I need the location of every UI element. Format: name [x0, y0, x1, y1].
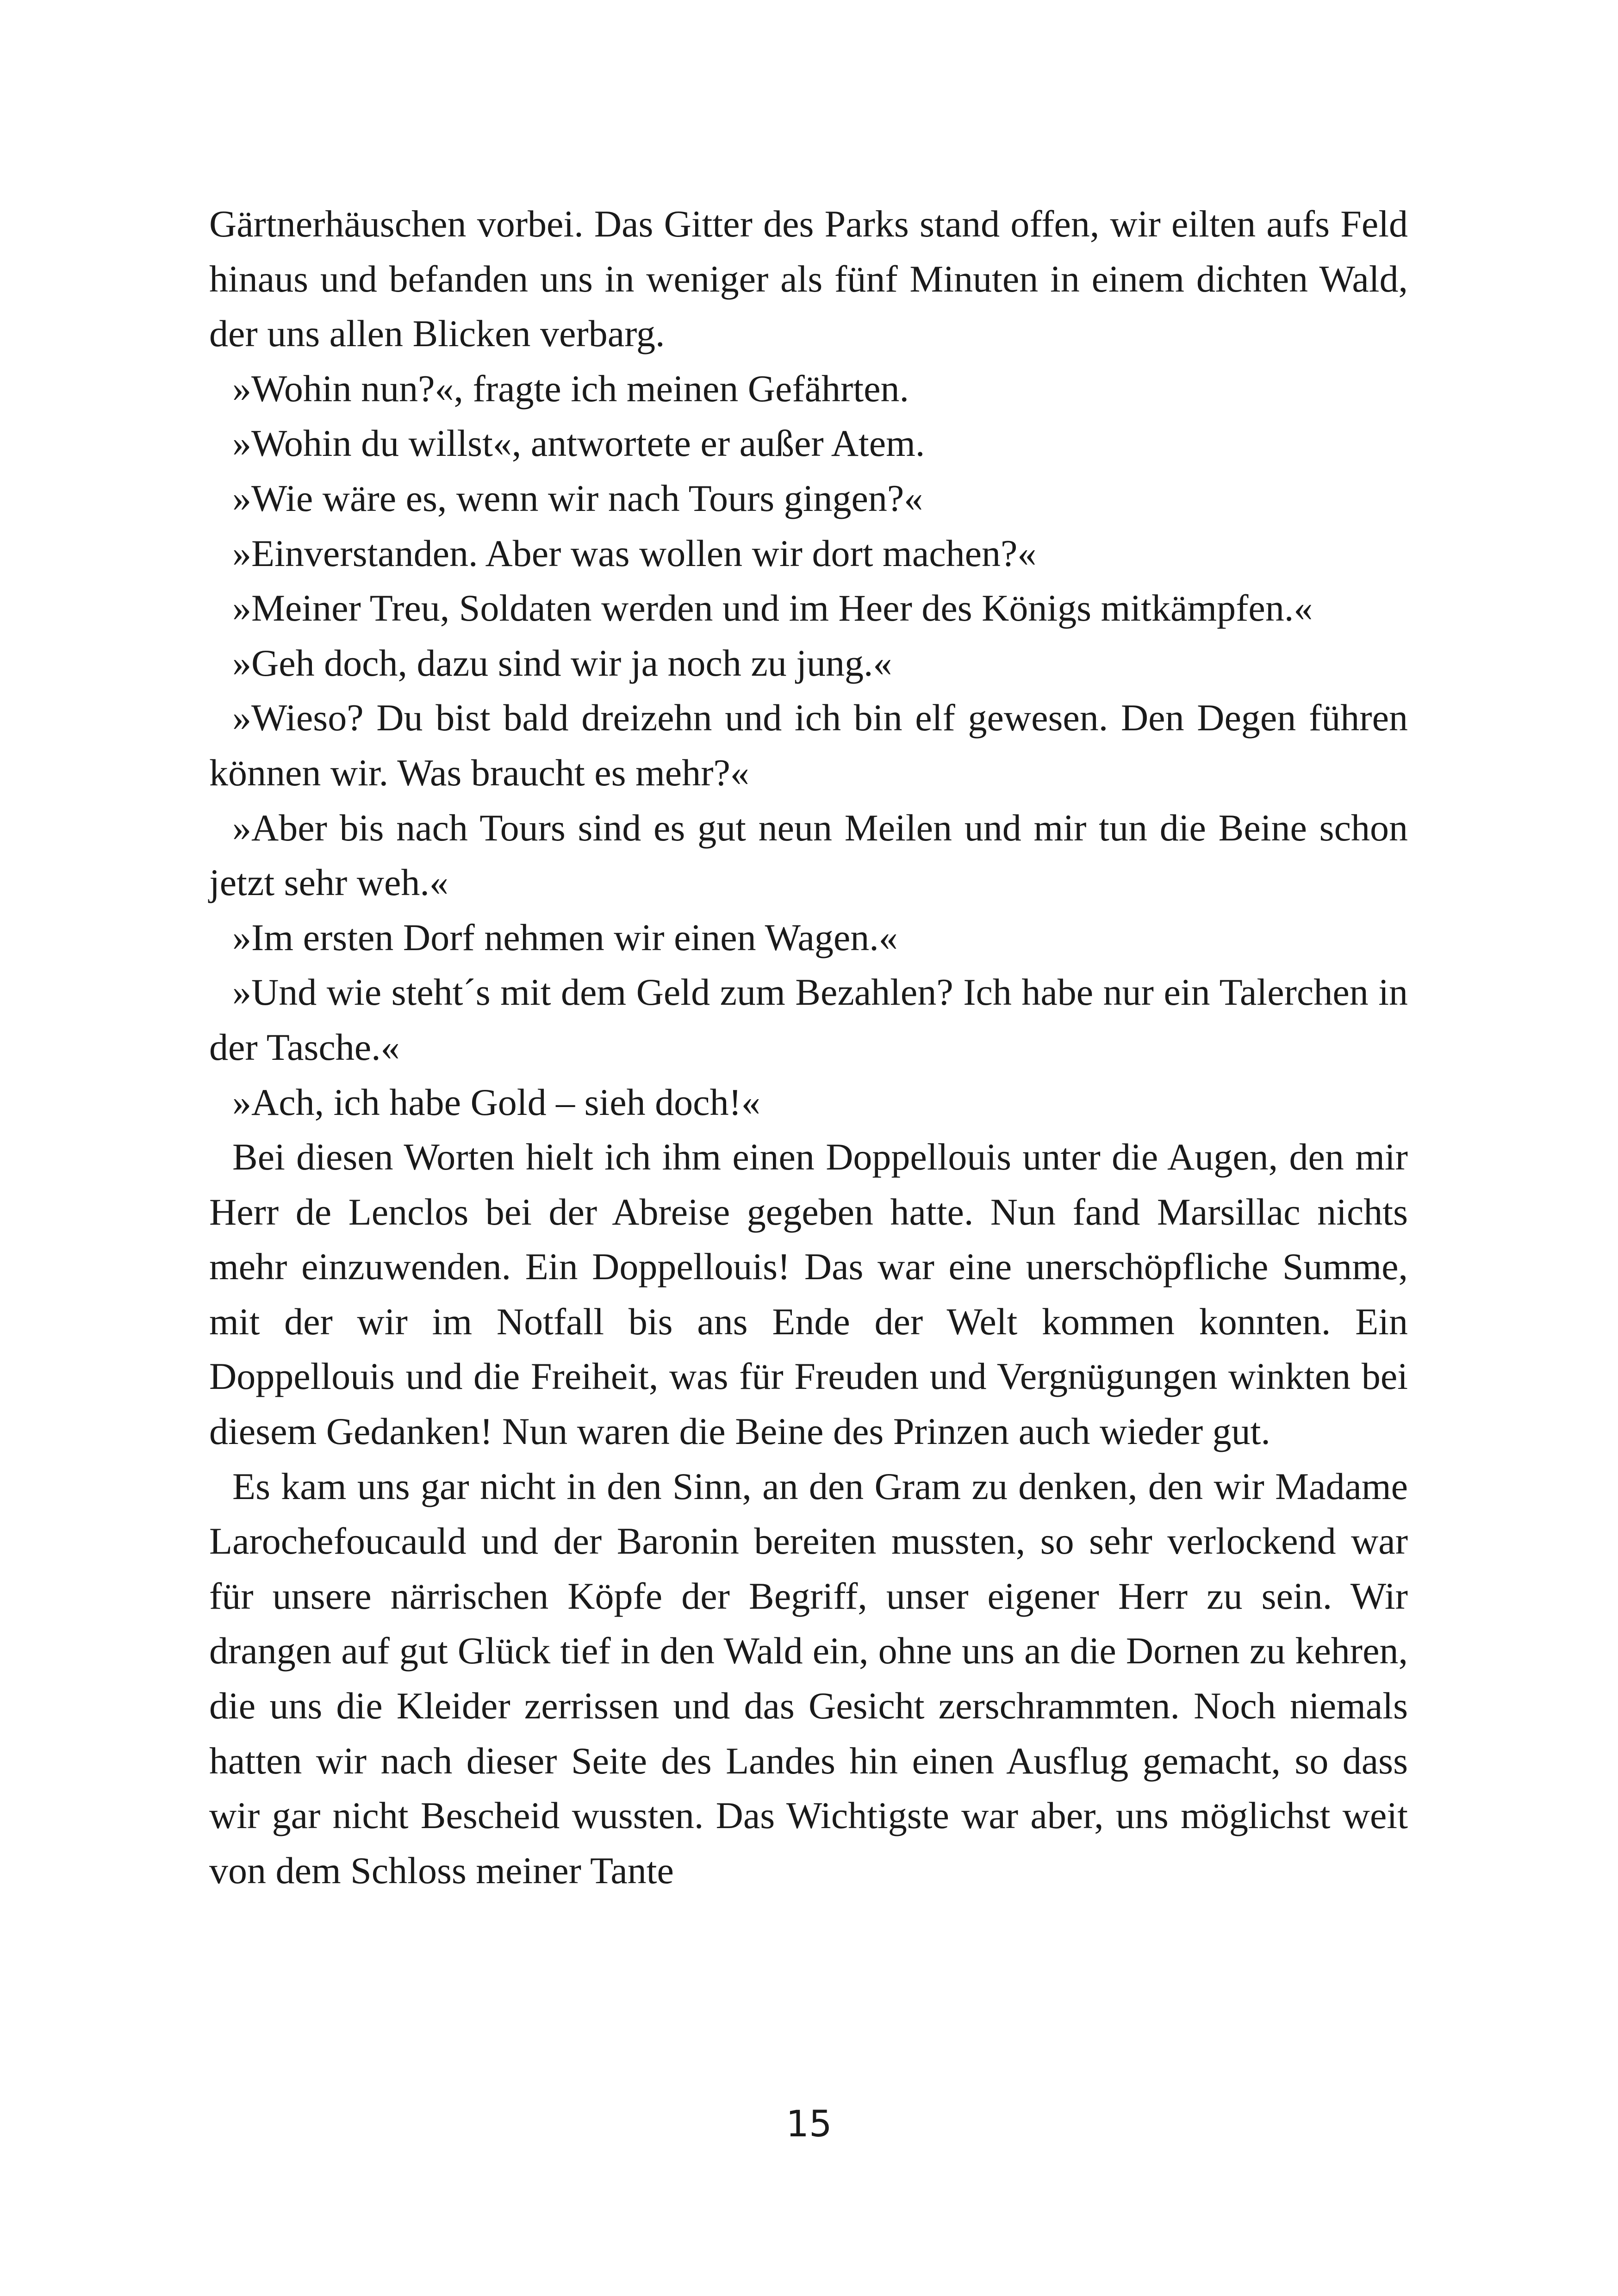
paragraph: »Wohin nun?«, fragte ich meinen Gefährten.	[232, 367, 909, 410]
page-number: 15	[786, 2103, 832, 2145]
paragraph: Es kam uns gar nicht in den Sinn, an den Gram zu denken, den wir Madame Larochefoucauld und der Baronin bereiten mussten, so sehr verlockend war für unsere närrischen Köpfe der Begriff, unser eigener Herr zu sein. Wir drangen auf gut Glück tief in den Wald ein, ohne uns an die Dornen zu kehren, die uns die Kleider zerrissen und das Gesicht zerschrammten. Noch niemals hatten wir nach dieser Seite des Landes hin einen Ausflug gemacht, so dass wir gar nicht Bescheid wussten. Das Wichtigste war aber, uns möglichst weit von dem Schloss meiner Tante	[209, 1465, 1408, 1892]
paragraph: »Geh doch, dazu sind wir ja noch zu jung.«	[232, 641, 892, 684]
paragraph: »Meiner Treu, Soldaten werden und im Heer des Königs mitkämpfen.«	[232, 587, 1313, 629]
paragraph: »Im ersten Dorf nehmen wir einen Wagen.«	[232, 916, 898, 958]
paragraph: »Wohin du willst«, antwortete er außer Atem.	[232, 422, 925, 465]
paragraph: »Wie wäre es, wenn wir nach Tours gingen?«	[232, 477, 923, 519]
paragraph: Gärtnerhäuschen vorbei. Das Gitter des Parks stand offen, wir eilten aufs Feld hinaus und befanden uns in weniger als fünf Minuten in einem dichten Wald, der uns allen Blicken verbarg.	[209, 203, 1408, 355]
paragraph: »Einverstanden. Aber was wollen wir dort machen?«	[232, 532, 1037, 574]
paragraph: »Wieso? Du bist bald dreizehn und ich bin elf gewesen. Den Degen führen können wir. Was braucht es mehr?«	[209, 697, 1408, 794]
paragraph: »Und wie steht´s mit dem Geld zum Bezahlen? Ich habe nur ein Talerchen in der Tasche.«	[209, 971, 1408, 1068]
paragraph: Bei diesen Worten hielt ich ihm einen Doppellouis unter die Augen, den mir Herr de Lenclos bei der Abreise gegeben hatte. Nun fand Marsillac nichts mehr einzuwenden. Ein Doppellouis! Das war eine unerschöpfliche Summe, mit der wir im Notfall bis ans Ende der Welt kommen konnten. Ein Doppellouis und die Freiheit, was für Freuden und Vergnügungen winkten bei diesem Gedanken! Nun waren die Beine des Prinzen auch wieder gut.	[209, 1136, 1408, 1453]
body-text	[209, 197, 1408, 1898]
paragraph: »Aber bis nach Tours sind es gut neun Meilen und mir tun die Beine schon jetzt sehr weh.«	[209, 806, 1408, 904]
paragraph: »Ach, ich habe Gold – sieh doch!«	[232, 1081, 760, 1123]
